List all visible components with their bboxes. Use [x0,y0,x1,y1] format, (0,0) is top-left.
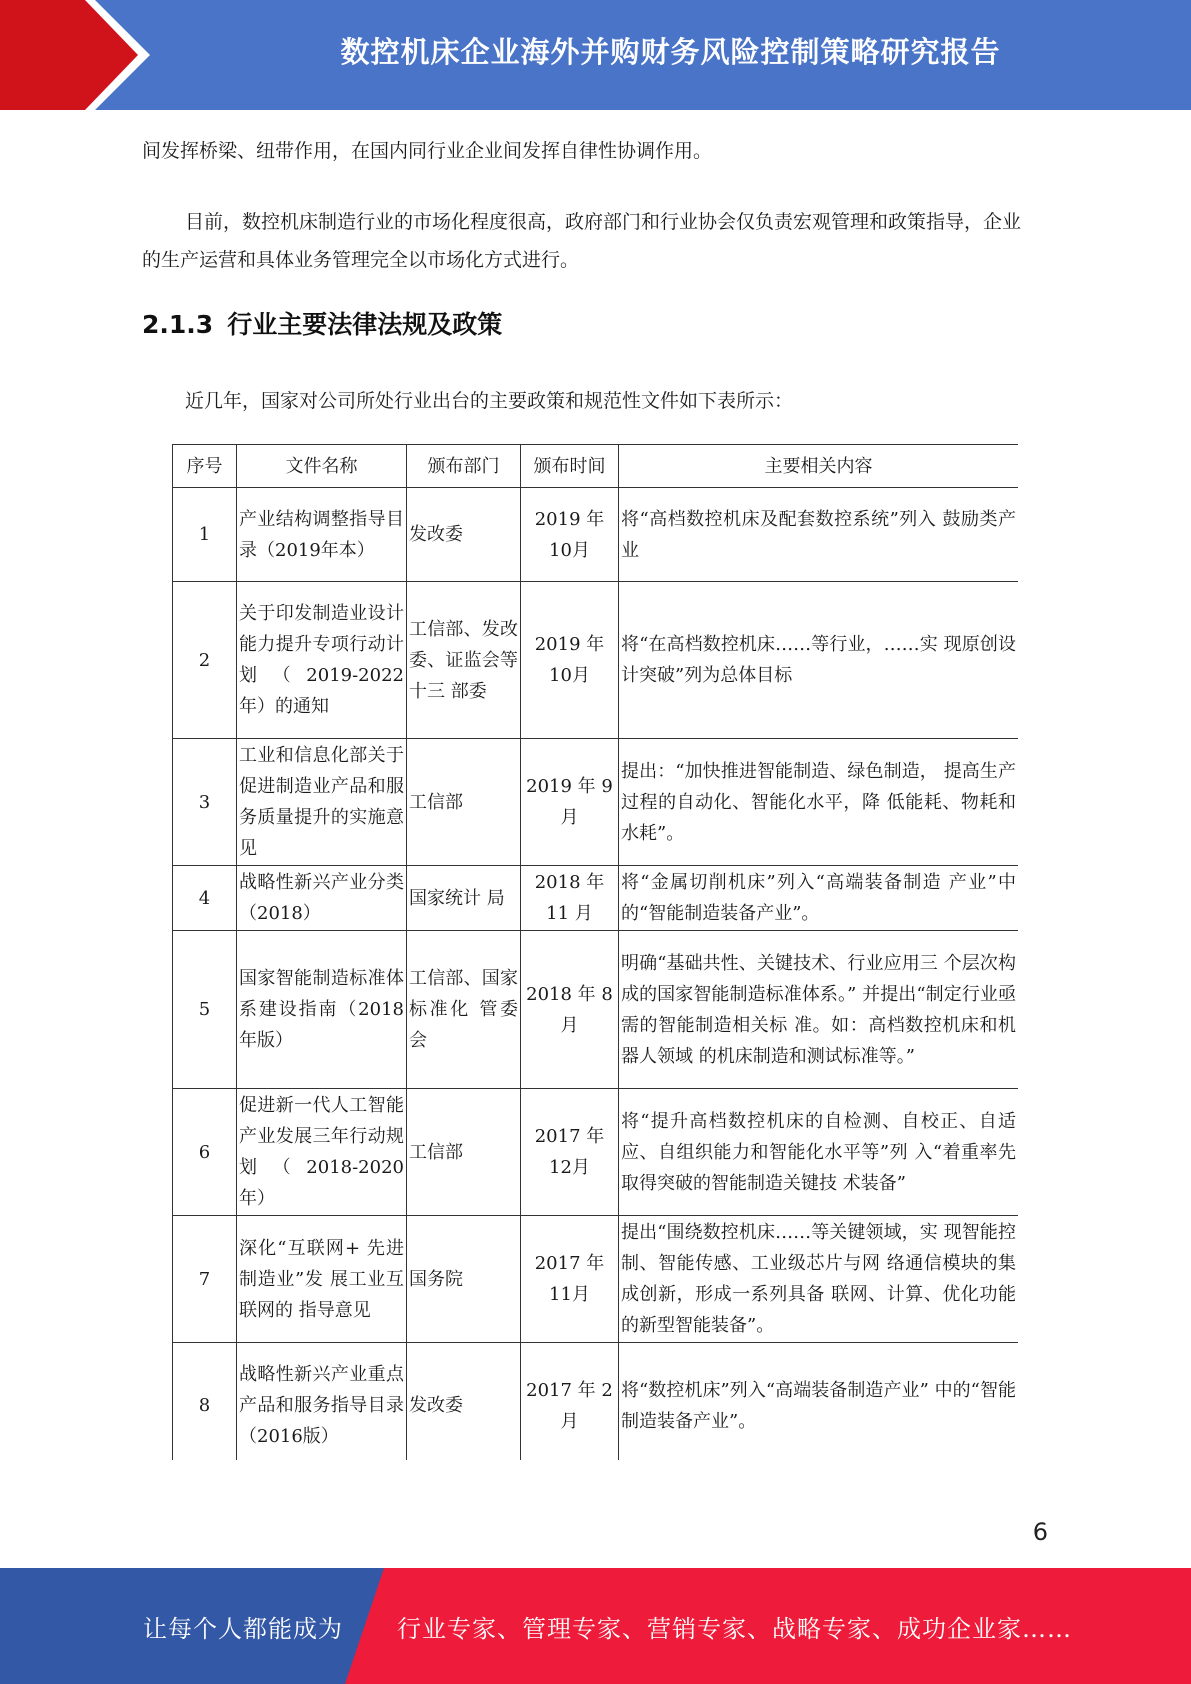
table-row [173,1216,1019,1343]
report-title: 数控机床企业海外并购财务风险控制策略研究报告 [340,34,1001,69]
table-row [173,488,1019,582]
footer-banner [0,1568,1191,1684]
cell-date: 2017 年 11月 [521,1216,619,1343]
cell-date: 2017 年 12月 [521,1089,619,1216]
cell-no: 6 [173,1089,237,1216]
cell-name: 工业和信息化部关于促进制造业产品和服务质量提升的实施意见 [237,739,407,866]
cell-content: 将“高档数控机床及配套数控系统”列入 鼓励类产业 [619,488,1019,582]
cell-no: 1 [173,488,237,582]
cell-dept: 工信部 [407,739,521,866]
cell-dept: 工信部、国家标准化 管委会 [407,931,521,1089]
cell-content: 将“提升高档数控机床的自检测、自校正、自适应、自组织能力和智能化水平等”列 入“着重率先取得突破的智能制造关键技 术装备” [619,1089,1019,1216]
cell-date: 2018 年 11 月 [521,866,619,931]
header-chevron-decoration [0,0,150,110]
cell-name: 国家智能制造标准体系建设指南（2018 年版） [237,931,407,1089]
cell-no: 8 [173,1343,237,1461]
cell-name: 战略性新兴产业重点产品和服务指导目录（2016版） [237,1343,407,1461]
cell-content: 明确“基础共性、关键技术、行业应用三 个层次构成的国家智能制造标准体系。” 并提出“制定行业亟需的智能制造相关标 准。如：高档数控机床和机器人领域 的机床制造和测试标准等。” [619,931,1019,1089]
table-row [173,582,1019,739]
table-row [173,1089,1019,1216]
header-dept: 颁布部门 [407,445,521,488]
cell-no: 2 [173,582,237,739]
paragraph-table-intro: 近几年，国家对公司所处行业出台的主要政策和规范性文件如下表所示： [185,390,794,412]
table-row [173,1343,1019,1461]
cell-date: 2018 年 8 月 [521,931,619,1089]
footer-slogan-left: 让每个人都能成为 [143,1614,343,1643]
cell-date: 2019 年 10月 [521,488,619,582]
cell-name: 产业结构调整指导目录（2019年本） [237,488,407,582]
section-number: 2.1.3 [142,310,214,339]
cell-content: 提出：“加快推进智能制造、绿色制造， 提高生产过程的自动化、智能化水平，降 低能耗、物耗和水耗”。 [619,739,1019,866]
cell-dept: 发改委 [407,488,521,582]
table-header-row [173,445,1019,488]
cell-dept: 国务院 [407,1216,521,1343]
header-no: 序号 [173,445,237,488]
table-row [173,739,1019,866]
header-banner [0,0,1191,110]
cell-name: 战略性新兴产业分类（2018） [237,866,407,931]
cell-dept: 国家统计 局 [407,866,521,931]
header-name: 文件名称 [237,445,407,488]
footer-slogan-right: 行业专家、管理专家、营销专家、战略专家、成功企业家…… [397,1614,1072,1643]
cell-dept: 发改委 [407,1343,521,1461]
header-content: 主要相关内容 [619,445,1019,488]
cell-content: 将“在高档数控机床……等行业，……实 现原创设计突破”列为总体目标 [619,582,1019,739]
cell-date: 2017 年 2 月 [521,1343,619,1461]
cell-date: 2019 年 9 月 [521,739,619,866]
paragraph-market: 目前，数控机床制造行业的市场化程度很高，政府部门和行业协会仅负责宏观管理和政策指导，企业的生产运营和具体业务管理完全以市场化方式进行。 [142,211,1022,271]
paragraph-continuation: 间发挥桥梁、纽带作用，在国内同行业企业间发挥自律性协调作用。 [142,140,713,162]
cell-name: 关于印发制造业设计能力提升专项行动计划（2019-2022 年）的通知 [237,582,407,739]
cell-dept: 工信部、发改委、证监会等十三 部委 [407,582,521,739]
cell-date: 2019 年 10月 [521,582,619,739]
section-title: 行业主要法律法规及政策 [227,310,503,339]
policy-table [172,444,1018,1460]
cell-content: 将“数控机床”列入“高端装备制造产业” 中的“智能制造装备产业”。 [619,1343,1019,1461]
cell-no: 3 [173,739,237,866]
policy-table-container [172,444,1018,1460]
table-row [173,931,1019,1089]
cell-no: 5 [173,931,237,1089]
section-heading [142,305,502,341]
cell-name: 深化“互联网+ 先进制造业”发 展工业互联网的 指导意见 [237,1216,407,1343]
cell-content: 提出“围绕数控机床……等关键领域，实 现智能控制、智能传感、工业级芯片与网 络通信模块的集成创新，形成一系列具备 联网、计算、优化功能的新型智能装备”。 [619,1216,1019,1343]
cell-no: 4 [173,866,237,931]
header-date: 颁布时间 [521,445,619,488]
cell-content: 将“金属切削机床”列入“高端装备制造 产业”中的“智能制造装备产业”。 [619,866,1019,931]
page-number: 6 [1032,1518,1048,1546]
cell-no: 7 [173,1216,237,1343]
cell-name: 促进新一代人工智能产业发展三年行动规划（2018-2020 年） [237,1089,407,1216]
table-row [173,866,1019,931]
cell-dept: 工信部 [407,1089,521,1216]
